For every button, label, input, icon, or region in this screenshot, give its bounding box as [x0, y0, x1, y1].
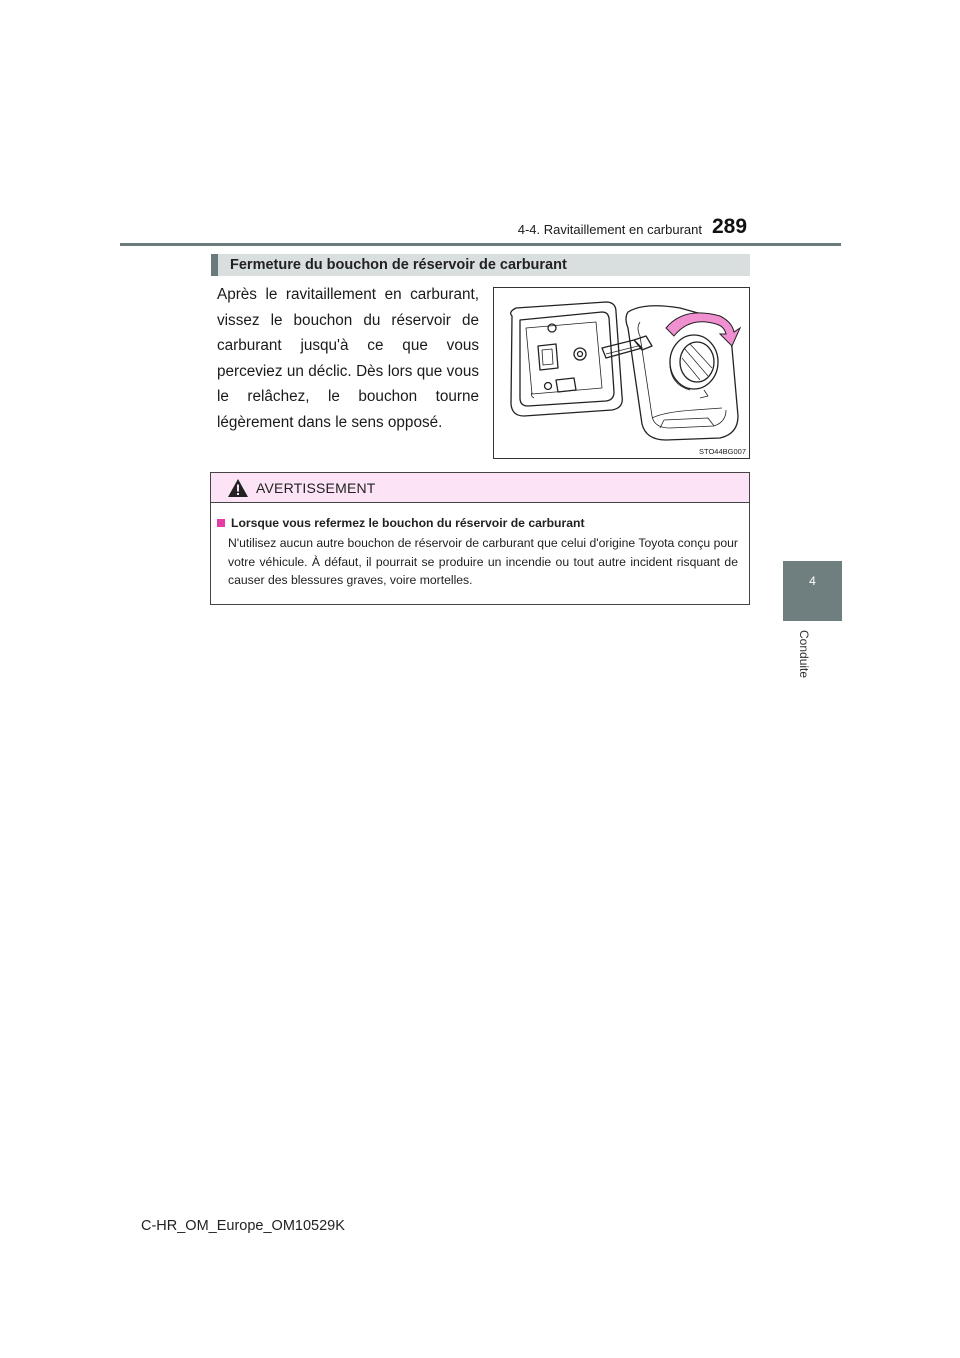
warning-body-text: N'utilisez aucun autre bouchon de réservoir de carburant que celui d'origine Toyota conçu pour votre véhicule. À défaut, il pourrait se produire un incendie ou tout autre incident risquant de causer des blessures graves, voire mortelles.	[228, 536, 738, 587]
document-id: C-HR_OM_Europe_OM10529K	[141, 1218, 345, 1234]
warning-title: AVERTISSEMENT	[256, 480, 376, 496]
warning-triangle-icon	[227, 478, 249, 498]
chapter-number: 4	[809, 574, 816, 588]
fuel-door-drawing	[494, 288, 749, 458]
warning-box	[210, 472, 750, 605]
chapter-label: Conduite	[797, 630, 811, 679]
section-heading-bar	[211, 254, 750, 276]
header-section-title: 4-4. Ravitaillement en carburant	[517, 222, 702, 237]
chapter-tab	[783, 561, 842, 621]
warning-header	[211, 473, 749, 503]
section-body-text: Après le ravitaillement en carburant, vissez le bouchon du réservoir de carburant jusqu'à ce que vous perceviez un déclic. Dès lors que vous le relâchez, le bouchon tourne légèrement dans le sens opposé.	[217, 286, 479, 431]
warning-subhead-text: Lorsque vous refermez le bouchon du réservoir de carburant	[231, 516, 585, 530]
fuel-cap-illustration	[493, 287, 750, 459]
section-title: Fermeture du bouchon de réservoir de carburant	[230, 257, 567, 273]
header-rule	[120, 243, 841, 246]
warning-subhead	[217, 516, 585, 530]
page-number: 289	[712, 215, 748, 238]
figure-code: STO44BG007	[699, 447, 746, 456]
bullet-square-icon	[217, 519, 225, 527]
